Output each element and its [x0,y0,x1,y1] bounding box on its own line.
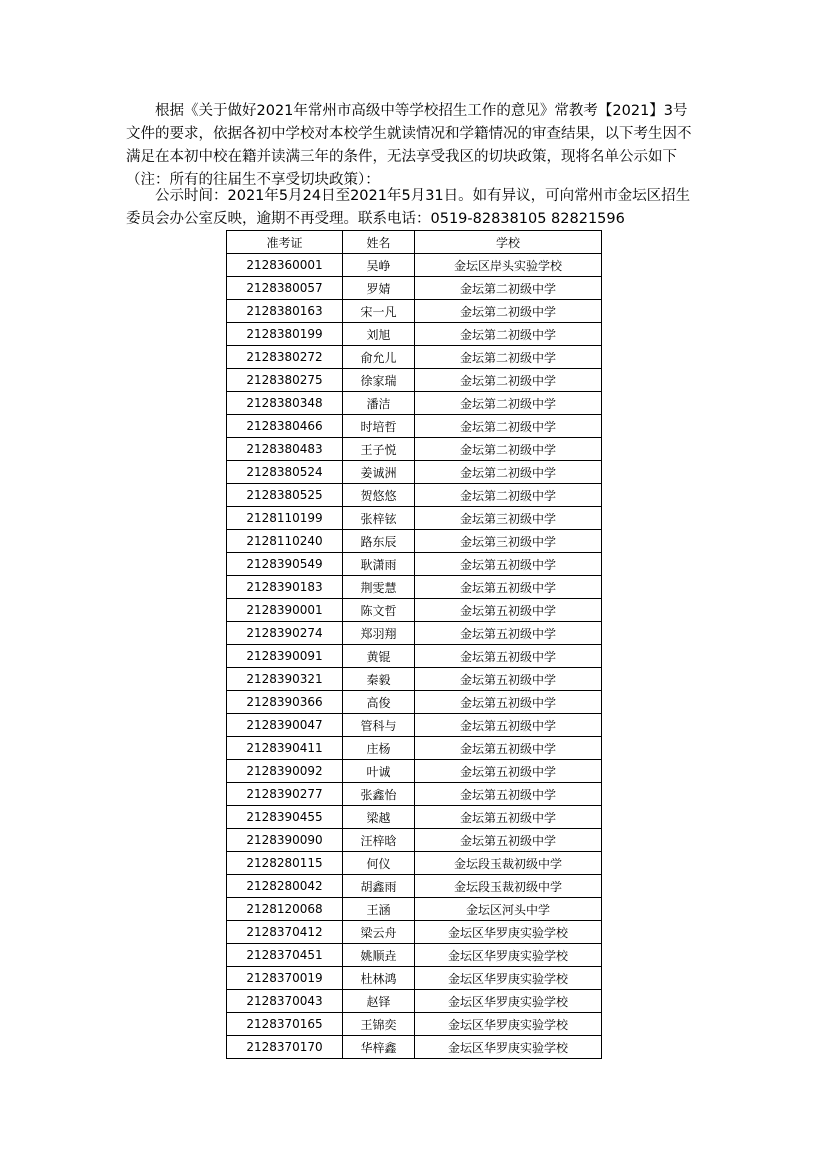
student-name-cell: 何仪 [343,852,415,875]
table-row [227,438,602,461]
table-row [227,668,602,691]
exam-id-cell: 2128380163 [227,300,343,323]
table-row [227,829,602,852]
table-row [227,599,602,622]
exam-id-cell: 2128370165 [227,1013,343,1036]
student-name-cell: 刘旭 [343,323,415,346]
student-name-cell: 潘洁 [343,392,415,415]
school-cell: 金坛第三初级中学 [415,507,602,530]
student-name-cell: 荆雯慧 [343,576,415,599]
school-cell: 金坛第五初级中学 [415,622,602,645]
school-cell: 金坛第二初级中学 [415,346,602,369]
exam-id-cell: 2128390277 [227,783,343,806]
student-name-cell: 耿潇雨 [343,553,415,576]
school-cell: 金坛第五初级中学 [415,737,602,760]
student-name-cell: 王锦奕 [343,1013,415,1036]
student-name-cell: 陈文哲 [343,599,415,622]
exam-id-cell: 2128390092 [227,760,343,783]
exam-id-cell: 2128380524 [227,461,343,484]
school-cell: 金坛区华罗庚实验学校 [415,921,602,944]
school-cell: 金坛第二初级中学 [415,461,602,484]
table-row [227,921,602,944]
school-cell: 金坛第五初级中学 [415,576,602,599]
table-row [227,1036,602,1059]
table-row [227,737,602,760]
school-cell: 金坛第五初级中学 [415,668,602,691]
table-row [227,645,602,668]
student-name-cell: 管科与 [343,714,415,737]
school-cell: 金坛第五初级中学 [415,783,602,806]
student-name-cell: 姜诚洲 [343,461,415,484]
exam-id-cell: 2128380483 [227,438,343,461]
table-row [227,691,602,714]
student-name-cell: 罗婧 [343,277,415,300]
exam-id-cell: 2128390001 [227,599,343,622]
table-row [227,852,602,875]
school-cell: 金坛第二初级中学 [415,415,602,438]
student-name-cell: 庄杨 [343,737,415,760]
table-row [227,484,602,507]
school-cell: 金坛第二初级中学 [415,277,602,300]
header-exam-id: 准考证 [227,231,343,254]
exam-id-cell: 2128370412 [227,921,343,944]
notice-paragraph: 根据《关于做好2021年常州市高级中等学校招生工作的意见》常教考【2021】3号文件的要求，依据各初中学校对本校学生就读情况和学籍情况的审查结果，以下考生因不满足在本初中校在籍并读满三年的条件，无法享受我区的切块政策，现将名单公示如下（注：所有的往届生不享受切块政策）： [126,103,692,188]
table-row [227,507,602,530]
table-row [227,898,602,921]
exam-id-cell: 2128370170 [227,1036,343,1059]
table-row [227,392,602,415]
school-cell: 金坛区华罗庚实验学校 [415,1036,602,1059]
table-row [227,944,602,967]
exam-id-cell: 2128390091 [227,645,343,668]
table-row [227,1013,602,1036]
table-row [227,300,602,323]
exam-id-cell: 2128280115 [227,852,343,875]
exam-id-cell: 2128390455 [227,806,343,829]
exam-id-cell: 2128390549 [227,553,343,576]
table-row [227,806,602,829]
school-cell: 金坛第五初级中学 [415,645,602,668]
student-name-cell: 贺悠悠 [343,484,415,507]
candidate-table [226,230,602,1059]
student-name-cell: 高俊 [343,691,415,714]
student-name-cell: 宋一凡 [343,300,415,323]
table-row [227,760,602,783]
exam-id-cell: 2128380275 [227,369,343,392]
exam-id-cell: 2128390090 [227,829,343,852]
student-name-cell: 梁越 [343,806,415,829]
notice-period-contact: 公示时间：2021年5月24日至2021年5月31日。如有异议，可向常州市金坛区招生委员会办公室反映，逾期不再受理。联系电话：0519-82838105 82821596 [126,188,691,227]
school-cell: 金坛第二初级中学 [415,484,602,507]
school-cell: 金坛第三初级中学 [415,530,602,553]
table-header-row [227,231,602,254]
school-cell: 金坛区华罗庚实验学校 [415,967,602,990]
student-name-cell: 汪梓晗 [343,829,415,852]
exam-id-cell: 2128280042 [227,875,343,898]
student-name-cell: 张梓铉 [343,507,415,530]
student-name-cell: 张鑫怡 [343,783,415,806]
school-cell: 金坛段玉裁初级中学 [415,875,602,898]
student-name-cell: 吴峥 [343,254,415,277]
table-row [227,254,602,277]
exam-id-cell: 2128380466 [227,415,343,438]
exam-id-cell: 2128110199 [227,507,343,530]
school-cell: 金坛区岸头实验学校 [415,254,602,277]
exam-id-cell: 2128390366 [227,691,343,714]
exam-id-cell: 2128370043 [227,990,343,1013]
student-name-cell: 姚顺垚 [343,944,415,967]
student-name-cell: 秦毅 [343,668,415,691]
school-cell: 金坛区河头中学 [415,898,602,921]
school-cell: 金坛第二初级中学 [415,300,602,323]
student-name-cell: 徐家瑞 [343,369,415,392]
exam-id-cell: 2128390183 [227,576,343,599]
table-row [227,783,602,806]
school-cell: 金坛区华罗庚实验学校 [415,944,602,967]
exam-id-cell: 2128370019 [227,967,343,990]
table-row [227,622,602,645]
student-name-cell: 黄锟 [343,645,415,668]
table-row [227,530,602,553]
table-row [227,990,602,1013]
school-cell: 金坛区华罗庚实验学校 [415,990,602,1013]
student-name-cell: 王子悦 [343,438,415,461]
student-name-cell: 郑羽翔 [343,622,415,645]
exam-id-cell: 2128380199 [227,323,343,346]
exam-id-cell: 2128110240 [227,530,343,553]
table-row [227,875,602,898]
header-name: 姓名 [343,231,415,254]
school-cell: 金坛第五初级中学 [415,599,602,622]
school-cell: 金坛区华罗庚实验学校 [415,1013,602,1036]
student-name-cell: 时培哲 [343,415,415,438]
exam-id-cell: 2128390411 [227,737,343,760]
student-name-cell: 梁云舟 [343,921,415,944]
exam-id-cell: 2128380057 [227,277,343,300]
school-cell: 金坛第五初级中学 [415,806,602,829]
table-row [227,553,602,576]
school-cell: 金坛第二初级中学 [415,323,602,346]
student-name-cell: 路东辰 [343,530,415,553]
student-name-cell: 胡鑫雨 [343,875,415,898]
school-cell: 金坛第五初级中学 [415,691,602,714]
exam-id-cell: 2128380525 [227,484,343,507]
student-name-cell: 王涵 [343,898,415,921]
student-name-cell: 华梓鑫 [343,1036,415,1059]
table-row [227,967,602,990]
table-row [227,714,602,737]
table-row [227,415,602,438]
exam-id-cell: 2128390321 [227,668,343,691]
school-cell: 金坛第二初级中学 [415,369,602,392]
student-name-cell: 杜林鸿 [343,967,415,990]
table-row [227,369,602,392]
student-name-cell: 叶诚 [343,760,415,783]
school-cell: 金坛第二初级中学 [415,438,602,461]
exam-id-cell: 2128390047 [227,714,343,737]
exam-id-cell: 2128360001 [227,254,343,277]
student-name-cell: 赵铎 [343,990,415,1013]
school-cell: 金坛第五初级中学 [415,760,602,783]
school-cell: 金坛第五初级中学 [415,553,602,576]
header-school: 学校 [415,231,602,254]
table-row [227,277,602,300]
school-cell: 金坛第五初级中学 [415,829,602,852]
table-row [227,346,602,369]
exam-id-cell: 2128390274 [227,622,343,645]
exam-id-cell: 2128370451 [227,944,343,967]
exam-id-cell: 2128380272 [227,346,343,369]
exam-id-cell: 2128120068 [227,898,343,921]
table-row [227,323,602,346]
table-row [227,461,602,484]
exam-id-cell: 2128380348 [227,392,343,415]
school-cell: 金坛第五初级中学 [415,714,602,737]
school-cell: 金坛段玉裁初级中学 [415,852,602,875]
table-row [227,576,602,599]
student-name-cell: 俞允儿 [343,346,415,369]
school-cell: 金坛第二初级中学 [415,392,602,415]
